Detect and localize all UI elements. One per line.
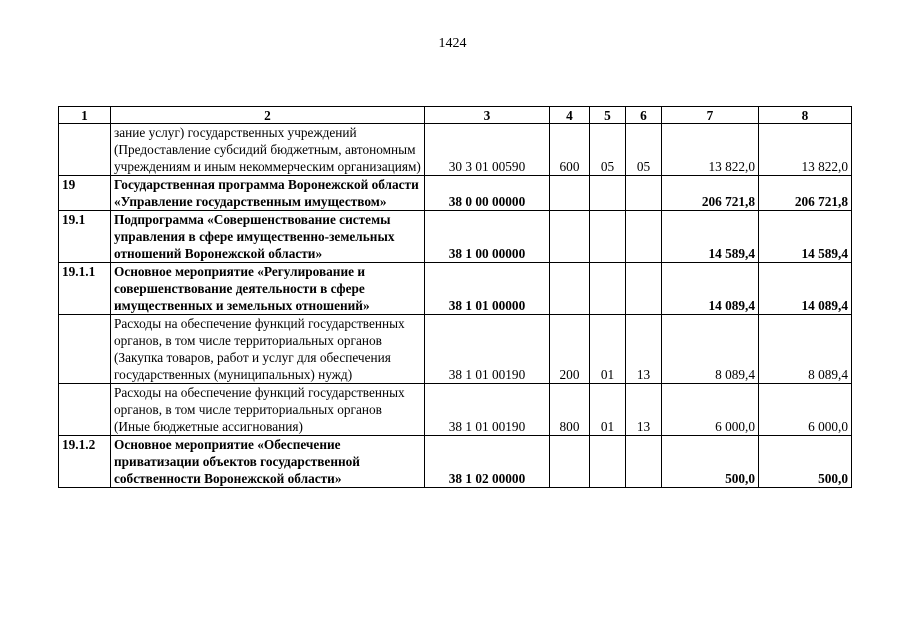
expense-group: 600 [550,124,590,176]
row-name: Государственная программа Воронежской области «Управление государственным имуществом» [111,176,425,211]
row-number: 19.1 [59,211,111,263]
section-code [590,436,626,488]
col-header: 1 [59,107,111,124]
subsection-code: 13 [626,384,662,436]
section-code [590,211,626,263]
table-row [59,315,852,384]
section-code: 01 [590,384,626,436]
header-row [59,107,852,124]
amount-col7: 6 000,0 [662,384,759,436]
col-header: 8 [759,107,852,124]
row-number: 19.1.1 [59,263,111,315]
section-code [590,263,626,315]
row-number: 19.1.2 [59,436,111,488]
col-header: 4 [550,107,590,124]
target-code: 38 1 01 00190 [425,315,550,384]
amount-col7: 8 089,4 [662,315,759,384]
table-row [59,176,852,211]
target-code: 38 1 00 00000 [425,211,550,263]
row-name: Основное мероприятие «Обеспечение приватизации объектов государственной собственности Воронежской области» [111,436,425,488]
amount-col7: 206 721,8 [662,176,759,211]
col-header: 5 [590,107,626,124]
expense-group [550,176,590,211]
expense-group: 800 [550,384,590,436]
target-code: 38 1 02 00000 [425,436,550,488]
amount-col8: 14 089,4 [759,263,852,315]
subsection-code [626,263,662,315]
target-code: 38 0 00 00000 [425,176,550,211]
expense-group [550,211,590,263]
subsection-code [626,211,662,263]
row-name: Основное мероприятие «Регулирование и совершенствование деятельности в сфере имущественных и земельных отношений» [111,263,425,315]
table-row [59,211,852,263]
subsection-code [626,436,662,488]
amount-col8: 13 822,0 [759,124,852,176]
col-header: 2 [111,107,425,124]
subsection-code: 05 [626,124,662,176]
row-number: 19 [59,176,111,211]
amount-col7: 14 589,4 [662,211,759,263]
subsection-code [626,176,662,211]
expense-group [550,436,590,488]
expense-group [550,263,590,315]
page-number: 1424 [438,36,467,51]
section-code [590,176,626,211]
amount-col8: 8 089,4 [759,315,852,384]
amount-col7: 500,0 [662,436,759,488]
expense-group: 200 [550,315,590,384]
target-code: 38 1 01 00000 [425,263,550,315]
row-name: Подпрограмма «Совершенствование системы управления в сфере имущественно-земельных отношений Воронежской области» [111,211,425,263]
col-header: 3 [425,107,550,124]
table-row [59,124,852,176]
row-name: зание услуг) государственных учреждений (Предоставление субсидий бюджетным, автономным учреждениям и иным некоммерческим организациям) [111,124,425,176]
row-number [59,315,111,384]
target-code: 38 1 01 00190 [425,384,550,436]
table-row [59,436,852,488]
amount-col8: 500,0 [759,436,852,488]
col-header: 7 [662,107,759,124]
table-row [59,384,852,436]
section-code: 05 [590,124,626,176]
amount-col7: 14 089,4 [662,263,759,315]
row-name: Расходы на обеспечение функций государственных органов, в том числе территориальных органов (Иные бюджетные ассигнования) [111,384,425,436]
section-code: 01 [590,315,626,384]
row-name: Расходы на обеспечение функций государственных органов, в том числе территориальных органов (Закупка товаров, работ и услуг для обеспечения государственных (муниципальных) нужд) [111,315,425,384]
subsection-code: 13 [626,315,662,384]
budget-table [58,106,852,488]
amount-col8: 14 589,4 [759,211,852,263]
amount-col7: 13 822,0 [662,124,759,176]
amount-col8: 206 721,8 [759,176,852,211]
table-row [59,263,852,315]
row-number [59,124,111,176]
row-number [59,384,111,436]
target-code: 30 3 01 00590 [425,124,550,176]
col-header: 6 [626,107,662,124]
amount-col8: 6 000,0 [759,384,852,436]
